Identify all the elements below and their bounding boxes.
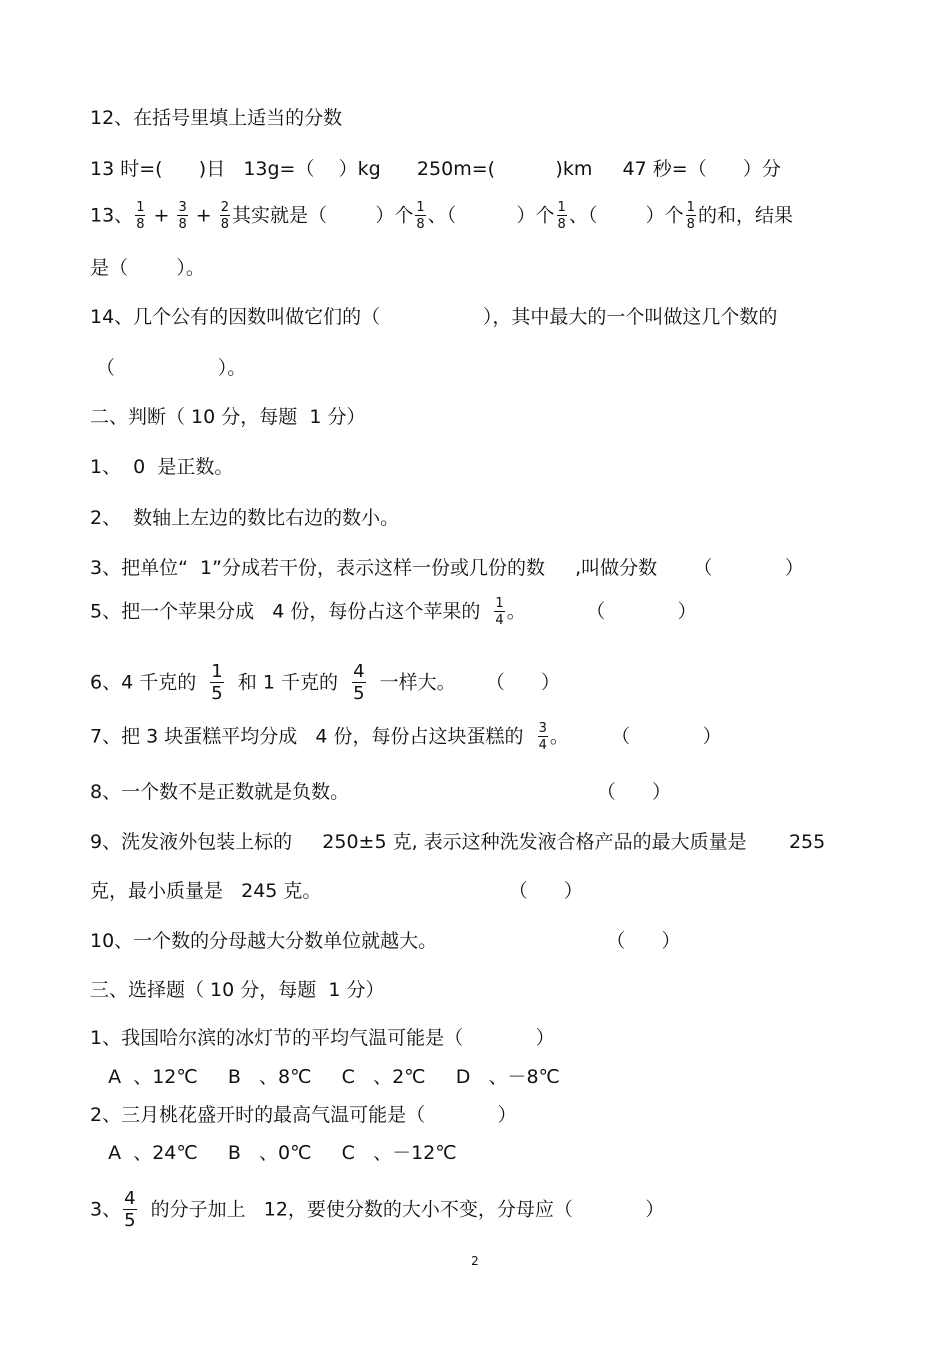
page-number: 2 (471, 1254, 479, 1268)
numerator: 2 (220, 200, 230, 215)
fraction (177, 201, 187, 231)
plus-sign: + (189, 204, 218, 227)
numerator: 4 (124, 1188, 136, 1209)
denominator: 5 (211, 683, 223, 704)
judgement-item-7 (90, 722, 722, 752)
choice-q1-options: A 、12℃ B 、8℃ C 、2℃ D 、－8℃ (90, 1066, 560, 1088)
fraction (135, 201, 145, 231)
choice-q2: 2、三月桃花盛开时的最高气温可能是（ ） (90, 1104, 517, 1126)
q13-continuation: 是（ ）。 (90, 257, 205, 279)
item-text: 的分子加上 12，要使分数的大小不变，分母应（ ） (138, 1198, 665, 1221)
denominator: 8 (220, 217, 230, 232)
denominator: 8 (686, 217, 695, 232)
choice-q1: 1、我国哈尔滨的冰灯节的平均气温可能是（ ） (90, 1027, 555, 1049)
section-heading-judgement: 二、判断（ 10 分，每题 1 分） (90, 406, 366, 428)
numerator: 4 (353, 661, 365, 682)
numerator: 1 (211, 661, 223, 682)
fraction (210, 663, 223, 703)
fraction (557, 201, 567, 231)
judgement-item-5 (90, 597, 697, 627)
q13-text: 、（ ）个 (427, 204, 555, 227)
q13-prefix: 13、 (90, 204, 134, 227)
denominator: 8 (178, 217, 187, 232)
judgement-item-1: 1、 0 是正数。 (90, 456, 234, 478)
item-text: 。 （ ） (506, 600, 697, 623)
item-text: 。 （ ） (549, 725, 722, 748)
q12-line: 13 时=( )日 13g=（ ）kg 250m=( )km 47 秒=（ ）分 (90, 158, 781, 180)
q13-text: 、（ ）个 (568, 204, 684, 227)
item-text: 5、把一个苹果分成 4 份，每份占这个苹果的 (90, 600, 493, 623)
item-text: 3、 (90, 1198, 122, 1221)
numerator: 1 (686, 200, 695, 215)
judgement-item-8: 8、一个数不是正数就是负数。 （ ） (90, 781, 671, 803)
judgement-item-9-line1: 9、洗发液外包装上标的 250±5 克, 表示这种洗发液合格产品的最大质量是 255 (90, 831, 826, 853)
fraction (415, 201, 425, 231)
item-text: 一样大。 （ ） (367, 671, 561, 694)
fraction (494, 597, 504, 627)
judgement-item-3: 3、把单位“ 1”分成若干份，表示这样一份或几份的数 ,叫做分数 （ ） (90, 557, 804, 579)
plus-sign: + (147, 204, 176, 227)
numerator: 1 (136, 200, 145, 215)
item-text: 和 1 千克的 (225, 671, 351, 694)
q13-line (90, 201, 793, 231)
denominator: 5 (124, 1210, 136, 1231)
denominator: 8 (136, 217, 145, 232)
judgement-item-2: 2、 数轴上左边的数比右边的数小。 (90, 507, 400, 529)
q14-line1: 14、几个公有的因数叫做它们的（ ），其中最大的一个叫做这几个数的 (90, 306, 778, 328)
numerator: 1 (416, 200, 425, 215)
denominator: 5 (353, 683, 365, 704)
fraction (123, 1190, 136, 1230)
denominator: 8 (416, 217, 425, 232)
item-text: 6、4 千克的 (90, 671, 209, 694)
q13-text: 的和，结果 (697, 204, 793, 227)
judgement-item-6 (90, 663, 560, 703)
denominator: 8 (557, 217, 566, 232)
judgement-item-10: 10、一个数的分母越大分数单位就越大。 （ ） (90, 930, 681, 952)
denominator: 4 (495, 613, 504, 628)
numerator: 1 (557, 200, 566, 215)
numerator: 3 (178, 200, 187, 215)
fraction (220, 201, 230, 231)
item-text: 7、把 3 块蛋糕平均分成 4 份，每份占这块蛋糕的 (90, 725, 536, 748)
choice-q3 (90, 1190, 664, 1230)
judgement-item-9-line2: 克，最小质量是 245 克。 （ ） (90, 880, 583, 902)
q13-text: 其实就是（ ）个 (232, 204, 414, 227)
q12-title: 12、在括号里填上适当的分数 (90, 107, 343, 129)
numerator: 3 (538, 721, 547, 736)
section-heading-choice: 三、选择题（ 10 分，每题 1 分） (90, 979, 385, 1001)
numerator: 1 (495, 596, 504, 611)
fraction (686, 201, 696, 231)
q14-line2: （ ）。 (90, 357, 247, 379)
fraction (352, 663, 365, 703)
fraction (538, 722, 548, 752)
denominator: 4 (538, 738, 547, 753)
choice-q2-options: A 、24℃ B 、0℃ C 、－12℃ (90, 1142, 457, 1164)
